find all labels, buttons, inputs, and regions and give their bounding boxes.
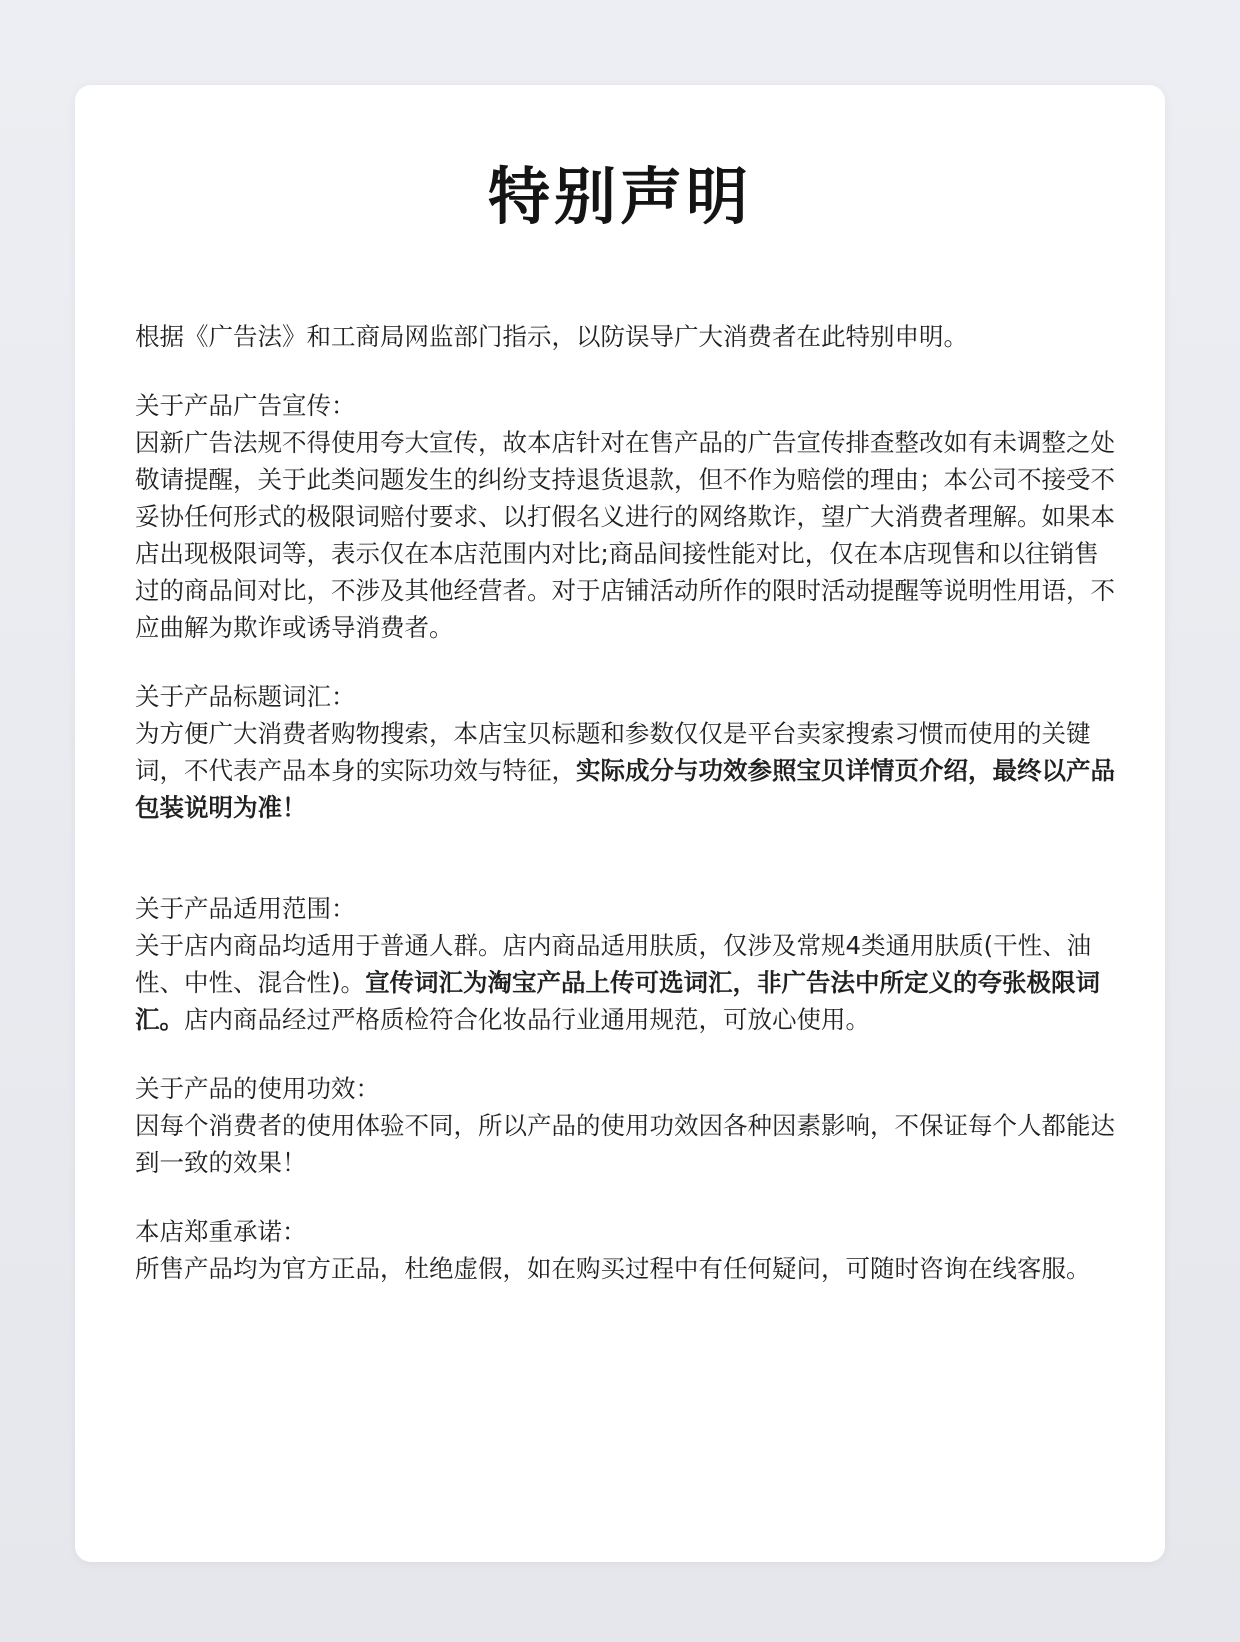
section-advertising <box>135 387 1115 646</box>
section-body-normal: 店内商品经过严格质检符合化妆品行业通用规范，可放心使用。 <box>184 1005 870 1034</box>
section-scope <box>135 890 1115 1038</box>
section-heading: 关于产品的使用功效： <box>135 1074 380 1103</box>
section-body <box>135 715 1115 826</box>
section-body: 因每个消费者的使用体验不同，所以产品的使用功效因各种因素影响，不保证每个人都能达到一致的效果！ <box>135 1111 1115 1177</box>
section-promise <box>135 1213 1115 1287</box>
section-body: 因新广告法规不得使用夸大宣传，故本店针对在售产品的广告宣传排查整改如有未调整之处敬请提醒，关于此类问题发生的纠纷支持退货退款，但不作为赔偿的理由；本公司不接受不妥协任何形式的极限词赔付要求、以打假名义进行的网络欺诈，望广大消费者理解。如果本店出现极限词等，表示仅在本店范围内对比;商品间接性能对比，仅在本店现售和以往销售过的商品间对比，不涉及其他经营者。对于店铺活动所作的限时活动提醒等说明性用语，不应曲解为欺诈或诱导消费者。 <box>135 428 1115 642</box>
section-body: 所售产品均为官方正品，杜绝虚假，如在购买过程中有任何疑问，可随时咨询在线客服。 <box>135 1254 1091 1283</box>
section-heading: 本店郑重承诺： <box>135 1217 307 1246</box>
section-efficacy <box>135 1070 1115 1181</box>
section-body-emphasis: 实际成分与功效参照宝贝详情页介绍，最终以产品包装说明为准！ <box>135 756 1115 822</box>
declaration-content <box>135 318 1115 1287</box>
section-body <box>135 927 1115 1038</box>
page-title: 特别声明 <box>487 160 752 233</box>
intro-paragraph: 根据《广告法》和工商局网监部门指示，以防误导广大消费者在此特别申明。 <box>135 322 968 351</box>
section-body-normal: 关于店内商品均适用于普通人群。店内商品适用肤质，仅涉及常规4类通用肤质(干性、油性、中性、混合性)。 <box>135 931 1092 997</box>
section-body-emphasis: 宣传词汇为淘宝产品上传可选词汇，非广告法中所定义的夸张极限词汇。 <box>135 968 1101 1034</box>
section-heading: 关于产品标题词汇： <box>135 682 356 711</box>
section-body-normal: 为方便广大消费者购物搜索，本店宝贝标题和参数仅仅是平台卖家搜索习惯而使用的关键词，不代表产品本身的实际功效与特征， <box>135 719 1091 785</box>
section-title-words <box>135 678 1115 826</box>
section-heading: 关于产品适用范围： <box>135 894 356 923</box>
section-heading: 关于产品广告宣传： <box>135 391 356 420</box>
